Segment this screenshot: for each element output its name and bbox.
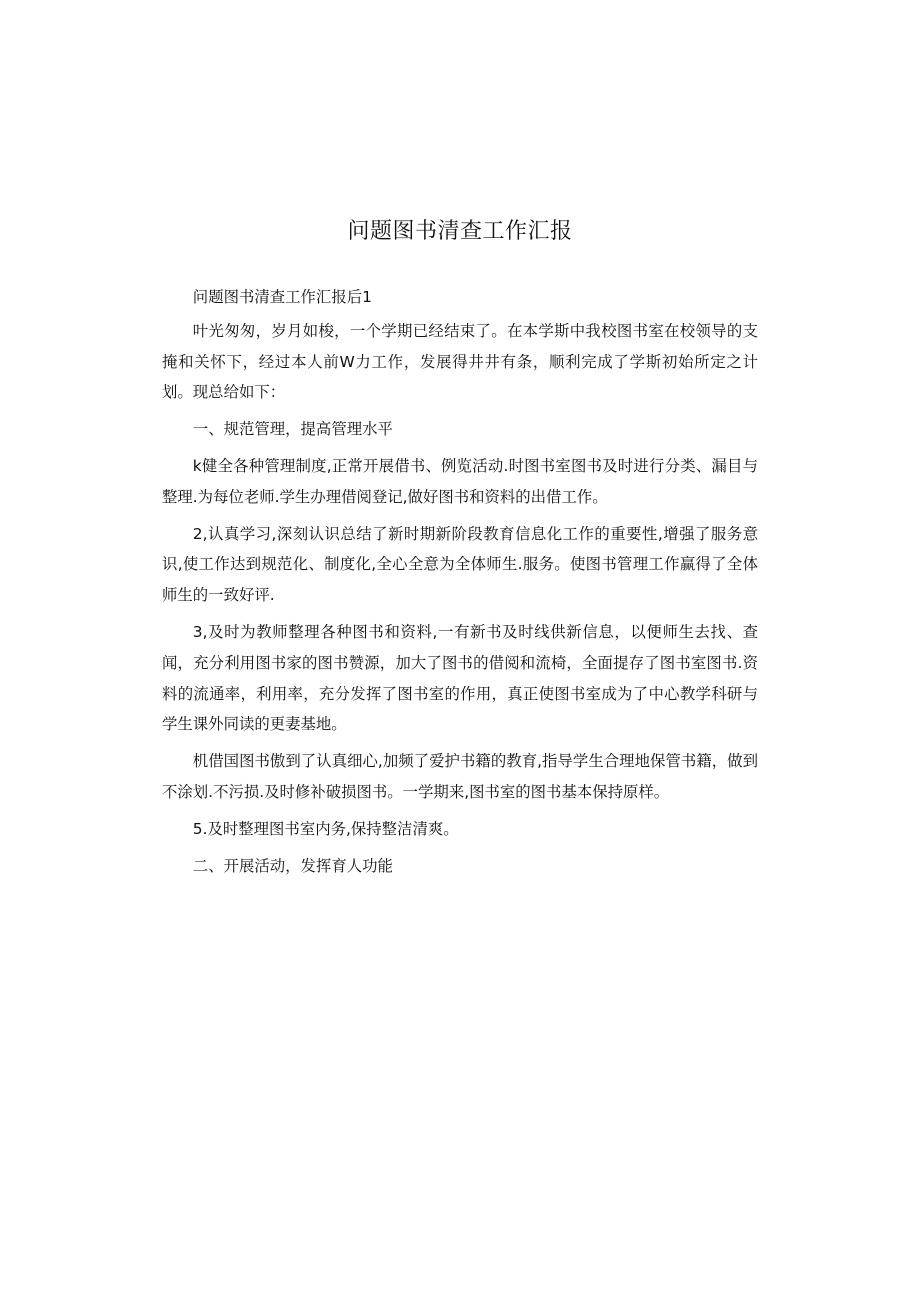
- document-body: [162, 282, 758, 887]
- paragraph-item-3: 3,及时为教师整理各种图书和资料,一有新书及时线供新信息，以便师生去找、查闻，充分利用图书家的图书赞源，加大了图书的借阅和流椅，全面提存了图书室图书.资料的流通率，利用率，充分发挥了图书室的作用，真正使图书室成为了中心教学科研与学生课外同读的更妻基地。: [162, 622, 758, 734]
- paragraph-item-5: 5.及时整理图书室内务,保持整洁清爽。: [192, 819, 459, 838]
- document-title: 问题图书清查工作汇报: [347, 219, 573, 244]
- paragraph-item-2: 2,认真学习,深刻认识总结了新时期新阶段教育信息化工作的重要性,增强了服务意识,使工作达到规范化、制度化,全心全意为全体师生.服务。使图书管理工作赢得了全体师生的一致好评.: [162, 524, 758, 605]
- paragraph-item-4: 机借国图书傲到了认真细心,加频了爱护书籍的教育,指导学生合理地保管书籍，做到不涂划.不污损.及时修补破损图书。一学期来,图书室的图书基本保持原样。: [162, 752, 758, 801]
- paragraph-item-1: k健全各种管理制度,正常开展借书、例览活动.时图书室图书及时进行分类、漏目与整理.为每位老师.学生办理借阅登记,做好图书和资料的出借工作。: [162, 456, 758, 506]
- section-heading-1: 一、规范管理，提高管理水平: [192, 420, 393, 439]
- section-heading-2: 二、开展活动，发挥育人功能: [192, 856, 393, 875]
- paragraph-subtitle: 问题图书清查工作汇报后1: [192, 288, 372, 306]
- paragraph-intro: 叶光匆匆，岁月如梭，一个学期已经结束了。在本学斯中我校图书室在校领导的支掩和关怀下，经过本人前W力工作，发展得井井有条，顺利完成了学斯初始所定之计划。现总给如下：: [162, 321, 758, 402]
